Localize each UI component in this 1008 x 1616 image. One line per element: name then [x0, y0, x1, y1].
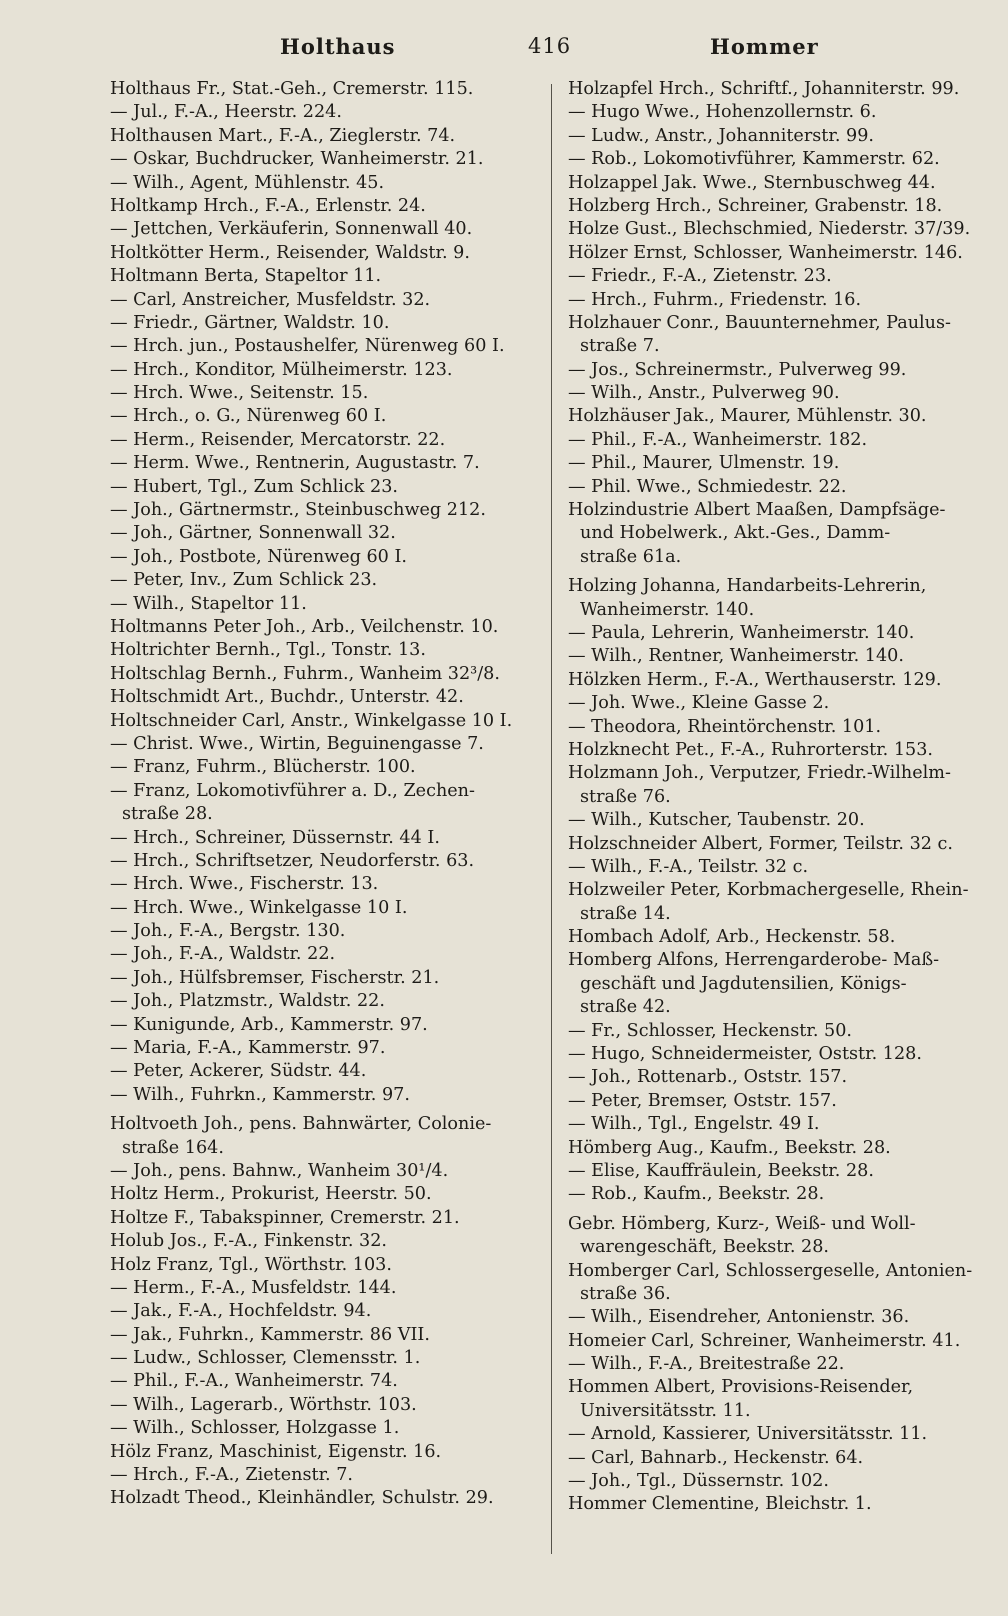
directory-entry: — Rob., Lokomotivführer, Kammerstr. 62. [568, 149, 940, 170]
directory-entry: — Wilh., Tgl., Engelstr. 49 I. [568, 1114, 820, 1135]
directory-entry: Hölzken Herm., F.-A., Werthauserstr. 129. [568, 669, 942, 690]
directory-entry: — Wilh., Schlosser, Holzgasse 1. [110, 1418, 400, 1439]
directory-entry: — Wilh., Kutscher, Taubenstr. 20. [568, 810, 865, 831]
directory-entry: — Ludw., Schlosser, Clemensstr. 1. [110, 1348, 421, 1369]
directory-entry: straße 61a. [580, 546, 682, 567]
directory-entry: straße 42. [580, 997, 671, 1018]
directory-entry: Holzindustrie Albert Maaßen, Dampfsäge- [568, 500, 946, 521]
directory-entry: geschäft und Jagdutensilien, Königs- [580, 973, 907, 994]
directory-entry: — Wilh., F.-A., Teilstr. 32 c. [568, 856, 809, 877]
directory-entry: — Joh., Rottenarb., Oststr. 157. [568, 1067, 848, 1088]
directory-entry: Universitätsstr. 11. [580, 1400, 751, 1421]
directory-entry: — Carl, Anstreicher, Musfeldstr. 32. [110, 289, 431, 310]
left-column [110, 78, 538, 1511]
directory-entry: Gebr. Hömberg, Kurz-, Weiß- und Woll- [568, 1213, 916, 1234]
directory-entry: — Hrch., Schreiner, Düssernstr. 44 I. [110, 827, 440, 848]
directory-entry: — Hugo, Schneidermeister, Oststr. 128. [568, 1044, 922, 1065]
directory-entry: — Joh. Wwe., Kleine Gasse 2. [568, 693, 830, 714]
directory-entry: — Maria, F.-A., Kammerstr. 97. [110, 1038, 386, 1059]
directory-entry: — Peter, Ackerer, Südstr. 44. [110, 1061, 367, 1082]
directory-entry: — Wilh., Agent, Mühlenstr. 45. [110, 172, 385, 193]
directory-entry: — Oskar, Buchdrucker, Wanheimerstr. 21. [110, 149, 484, 170]
directory-entry: — Joh., F.-A., Bergstr. 130. [110, 921, 346, 942]
directory-entry: — Hrch., F.-A., Zietenstr. 7. [110, 1465, 354, 1486]
directory-entry: — Arnold, Kassierer, Universitätsstr. 11. [568, 1424, 928, 1445]
directory-entry: Holzing Johanna, Handarbeits-Lehrerin, [568, 576, 927, 597]
directory-entry: Holz Franz, Tgl., Wörthstr. 103. [110, 1254, 392, 1275]
directory-entry: warengeschäft, Beekstr. 28. [580, 1237, 830, 1258]
directory-entry: Holtz Herm., Prokurist, Heerstr. 50. [110, 1184, 432, 1205]
directory-entry: — Joh., Platzmstr., Waldstr. 22. [110, 991, 385, 1012]
directory-entry: Holub Jos., F.-A., Finkenstr. 32. [110, 1231, 387, 1252]
directory-entry: — Wilh., Anstr., Pulverweg 90. [568, 383, 840, 404]
directory-entry: Wanheimerstr. 140. [580, 599, 755, 620]
directory-entry: — Hrch. jun., Postaushelfer, Nürenweg 60 I. [110, 336, 505, 357]
directory-entry: straße 28. [122, 804, 213, 825]
header-left-word: Holthaus [280, 34, 396, 59]
directory-entry: Holtkamp Hrch., F.-A., Erlenstr. 24. [110, 195, 426, 216]
directory-entry: Hölz Franz, Maschinist, Eigenstr. 16. [110, 1441, 442, 1462]
directory-entry: — Jak., F.-A., Hochfeldstr. 94. [110, 1301, 372, 1322]
directory-entry: — Wilh., Rentner, Wanheimerstr. 140. [568, 646, 904, 667]
directory-entry: — Phil., F.-A., Wanheimerstr. 182. [568, 429, 868, 450]
directory-entry: — Herm., F.-A., Musfeldstr. 144. [110, 1277, 397, 1298]
directory-entry: Hommen Albert, Provisions-Reisender, [568, 1377, 914, 1398]
directory-entry: Holzadt Theod., Kleinhändler, Schulstr. 29. [110, 1488, 494, 1509]
directory-entry: — Wilh., Lagerarb., Wörthstr. 103. [110, 1394, 417, 1415]
directory-entry: — Hrch. Wwe., Seitenstr. 15. [110, 383, 369, 404]
directory-entry: — Wilh., Eisendreher, Antonienstr. 36. [568, 1307, 910, 1328]
directory-entry: Homberger Carl, Schlossergeselle, Antonien- [568, 1260, 973, 1281]
directory-entry: — Joh., Postbote, Nürenweg 60 I. [110, 546, 408, 567]
directory-entry: — Phil. Wwe., Schmiedestr. 22. [568, 476, 847, 497]
directory-entry: Holzknecht Pet., F.-A., Ruhrorterstr. 153. [568, 739, 934, 760]
directory-entry: straße 164. [122, 1137, 224, 1158]
directory-entry: Holthausen Mart., F.-A., Zieglerstr. 74. [110, 125, 456, 146]
directory-entry: — Hrch., Konditor, Mülheimerstr. 123. [110, 359, 453, 380]
directory-entry: — Hrch., o. G., Nürenweg 60 I. [110, 406, 387, 427]
right-column [568, 78, 996, 1517]
directory-entry: Hölzer Ernst, Schlosser, Wanheimerstr. 146. [568, 242, 963, 263]
column-divider [551, 84, 552, 1554]
directory-entry: — Peter, Inv., Zum Schlick 23. [110, 570, 378, 591]
directory-entry: Holthaus Fr., Stat.-Geh., Cremerstr. 115. [110, 79, 474, 99]
directory-entry: Hombach Adolf, Arb., Heckenstr. 58. [568, 927, 896, 948]
directory-entry: Holze Gust., Blechschmied, Niederstr. 37/39. [568, 219, 971, 240]
directory-entry: — Elise, Kauffräulein, Beekstr. 28. [568, 1160, 874, 1181]
directory-entry: und Hobelwerk., Akt.-Ges., Damm- [580, 523, 891, 544]
directory-entry: — Wilh., Fuhrkn., Kammerstr. 97. [110, 1084, 410, 1105]
directory-entry: — Hugo Wwe., Hohenzollernstr. 6. [568, 102, 877, 123]
directory-entry: — Friedr., F.-A., Zietenstr. 23. [568, 266, 832, 287]
directory-entry: straße 14. [580, 903, 671, 924]
directory-entry: — Wilh., Stapeltor 11. [110, 593, 307, 614]
directory-entry: — Christ. Wwe., Wirtin, Beguinengasse 7. [110, 733, 484, 754]
directory-entry: — Jettchen, Verkäuferin, Sonnenwall 40. [110, 219, 473, 240]
directory-entry: — Hrch., Schriftsetzer, Neudorferstr. 63. [110, 850, 475, 871]
directory-entry: — Jak., Fuhrkn., Kammerstr. 86 VII. [110, 1324, 430, 1345]
directory-entry: Holzhauer Conr., Bauunternehmer, Paulus- [568, 312, 951, 333]
header-right-word: Hommer [710, 34, 819, 59]
directory-entry: Holzappel Jak. Wwe., Sternbuschweg 44. [568, 172, 936, 193]
directory-entry: Holtvoeth Joh., pens. Bahnwärter, Colonie- [110, 1114, 492, 1135]
directory-entry: Holtschmidt Art., Buchdr., Unterstr. 42. [110, 687, 464, 708]
directory-entry: Holtrichter Bernh., Tgl., Tonstr. 13. [110, 640, 426, 661]
directory-entry: — Joh., pens. Bahnw., Wanheim 30¹/4. [110, 1160, 449, 1181]
directory-entry: — Joh., Gärtnermstr., Steinbuschweg 212. [110, 500, 486, 521]
directory-entry: — Franz, Fuhrm., Blücherstr. 100. [110, 757, 416, 778]
directory-entry: Holtkötter Herm., Reisender, Waldstr. 9. [110, 242, 470, 263]
directory-entry: — Phil., Maurer, Ulmenstr. 19. [568, 453, 840, 474]
directory-entry: — Jul., F.-A., Heerstr. 224. [110, 102, 342, 123]
directory-entry: — Theodora, Rheintörchenstr. 101. [568, 716, 882, 737]
directory-entry: — Hubert, Tgl., Zum Schlick 23. [110, 476, 399, 497]
directory-entry: Holzweiler Peter, Korbmachergeselle, Rhein- [568, 880, 969, 901]
directory-entry: Holtmann Berta, Stapeltor 11. [110, 266, 382, 287]
directory-entry: Holzapfel Hrch., Schriftf., Johanniterstr. 99. [568, 79, 960, 99]
directory-entry: — Joh., F.-A., Waldstr. 22. [110, 944, 336, 965]
directory-entry: — Joh., Gärtner, Sonnenwall 32. [110, 523, 396, 544]
directory-entry: Hommer Clementine, Bleichstr. 1. [568, 1494, 872, 1515]
directory-entry: Holzschneider Albert, Former, Teilstr. 32 c. [568, 833, 953, 854]
directory-entry: Hömberg Aug., Kaufm., Beekstr. 28. [568, 1137, 891, 1158]
directory-entry: — Friedr., Gärtner, Waldstr. 10. [110, 312, 390, 333]
directory-entry: Holzmann Joh., Verputzer, Friedr.-Wilhelm- [568, 763, 951, 784]
directory-entry: straße 76. [580, 786, 671, 807]
directory-entry: Homeier Carl, Schreiner, Wanheimerstr. 41. [568, 1330, 961, 1351]
directory-entry: Holzhäuser Jak., Maurer, Mühlenstr. 30. [568, 406, 927, 427]
directory-entry: Holtschlag Bernh., Fuhrm., Wanheim 32³/8. [110, 663, 500, 684]
directory-entry: Holzberg Hrch., Schreiner, Grabenstr. 18. [568, 195, 943, 216]
directory-entry: — Wilh., F.-A., Breitestraße 22. [568, 1354, 845, 1375]
directory-entry: straße 36. [580, 1283, 671, 1304]
directory-entry: Holtschneider Carl, Anstr., Winkelgasse 10 I. [110, 710, 513, 731]
directory-entry: — Ludw., Anstr., Johanniterstr. 99. [568, 125, 874, 146]
directory-entry: — Franz, Lokomotivführer a. D., Zechen- [110, 780, 475, 801]
directory-entry: Homberg Alfons, Herrengarderobe- Maß- [568, 950, 940, 971]
directory-entry: — Hrch., Fuhrm., Friedenstr. 16. [568, 289, 862, 310]
page-number: 416 [528, 34, 572, 58]
directory-entry: — Kunigunde, Arb., Kammerstr. 97. [110, 1014, 428, 1035]
directory-entry: — Phil., F.-A., Wanheimerstr. 74. [110, 1371, 398, 1392]
directory-entry: — Joh., Tgl., Düssernstr. 102. [568, 1471, 829, 1492]
directory-entry: — Carl, Bahnarb., Heckenstr. 64. [568, 1447, 864, 1468]
directory-entry: — Herm. Wwe., Rentnerin, Augustastr. 7. [110, 453, 480, 474]
directory-entry: — Joh., Hülfsbremser, Fischerstr. 21. [110, 967, 440, 988]
directory-entry: Holtze F., Tabakspinner, Cremerstr. 21. [110, 1207, 460, 1228]
directory-entry: — Jos., Schreinermstr., Pulverweg 99. [568, 359, 907, 380]
directory-entry: — Herm., Reisender, Mercatorstr. 22. [110, 429, 446, 450]
directory-entry: — Hrch. Wwe., Winkelgasse 10 I. [110, 897, 408, 918]
directory-entry: — Rob., Kaufm., Beekstr. 28. [568, 1184, 825, 1205]
page-header [108, 34, 978, 70]
directory-entry: — Hrch. Wwe., Fischerstr. 13. [110, 874, 379, 895]
directory-entry: — Peter, Bremser, Oststr. 157. [568, 1090, 837, 1111]
directory-entry: Holtmanns Peter Joh., Arb., Veilchenstr. 10. [110, 616, 499, 637]
directory-entry: — Fr., Schlosser, Heckenstr. 50. [568, 1020, 852, 1041]
directory-entry: — Paula, Lehrerin, Wanheimerstr. 140. [568, 622, 915, 643]
directory-entry: straße 7. [580, 336, 660, 357]
